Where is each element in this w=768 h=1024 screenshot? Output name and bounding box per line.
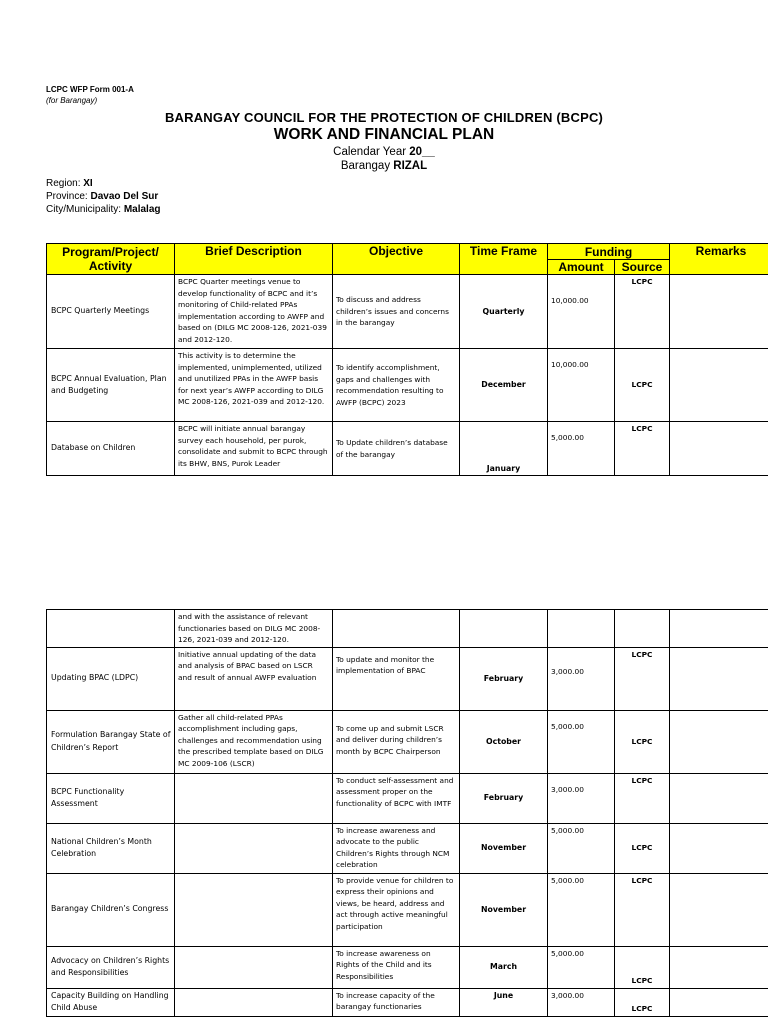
header-funding: Funding bbox=[548, 244, 670, 260]
objective-cell: To increase awareness on Rights of the Child and its Responsibilities bbox=[333, 946, 460, 988]
program-cell: BCPC Functionality Assessment bbox=[47, 773, 175, 823]
time-frame-cell bbox=[460, 610, 548, 648]
table-row bbox=[47, 946, 768, 988]
table-row bbox=[47, 823, 768, 873]
table-row bbox=[47, 647, 768, 710]
amount-cell: 3,000.00 bbox=[548, 988, 615, 1016]
form-id: LCPC WFP Form 001-A bbox=[46, 85, 134, 94]
remarks-cell bbox=[670, 773, 768, 823]
amount-cell: 5,000.00 bbox=[548, 710, 615, 773]
table-row bbox=[47, 873, 768, 946]
program-cell: Updating BPAC (LDPC) bbox=[47, 647, 175, 710]
objective-cell: To increase awareness and advocate to the public Children’s Rights through NCM celebration bbox=[333, 823, 460, 873]
header-remarks: Remarks bbox=[670, 244, 768, 275]
program-cell: Barangay Children’s Congress bbox=[47, 873, 175, 946]
table-row bbox=[47, 773, 768, 823]
remarks-cell bbox=[670, 988, 768, 1016]
city-line: City/Municipality: Malalag bbox=[46, 204, 161, 215]
objective-cell: To Update children’s database of the barangay bbox=[333, 422, 460, 476]
amount-cell: 3,000.00 bbox=[548, 647, 615, 710]
remarks-cell bbox=[670, 349, 768, 422]
time-frame-cell: June bbox=[460, 988, 548, 1016]
remarks-cell bbox=[670, 823, 768, 873]
description-cell bbox=[175, 988, 333, 1016]
province-value: Davao Del Sur bbox=[90, 191, 159, 202]
description-cell bbox=[175, 946, 333, 988]
objective-cell: To discuss and address children’s issues and concerns in the barangay bbox=[333, 275, 460, 349]
time-frame-cell: October bbox=[460, 710, 548, 773]
source-cell bbox=[615, 610, 670, 648]
description-cell: and with the assistance of relevant functionaries based on DILG MC 2008-126, 2021-039 and 2012-120. bbox=[175, 610, 333, 648]
time-frame-cell: January bbox=[460, 422, 548, 476]
amount-cell: 5,000.00 bbox=[548, 946, 615, 988]
objective-cell bbox=[333, 610, 460, 648]
source-cell: LCPC bbox=[615, 988, 670, 1016]
header-description: Brief Description bbox=[175, 244, 333, 275]
program-cell: Capacity Building on Handling Child Abuse bbox=[47, 988, 175, 1016]
table-row bbox=[47, 610, 768, 648]
time-frame-cell: February bbox=[460, 647, 548, 710]
program-cell: Formulation Barangay State of Children’s Report bbox=[47, 710, 175, 773]
description-cell: Gather all child-related PPAs accomplishment including gaps, challenges and recommendation using the prescribed template based on DILG MC 2009-106 (LSCR) bbox=[175, 710, 333, 773]
province-line: Province: Davao Del Sur bbox=[46, 191, 159, 202]
amount-cell: 5,000.00 bbox=[548, 873, 615, 946]
table-row bbox=[47, 422, 768, 476]
amount-cell bbox=[548, 610, 615, 648]
program-cell: Advocacy on Children’s Rights and Responsibilities bbox=[47, 946, 175, 988]
header-amount: Amount bbox=[548, 260, 615, 275]
region-value: XI bbox=[83, 178, 93, 189]
calendar-year-value: 20__ bbox=[409, 146, 435, 158]
source-cell: LCPC bbox=[615, 773, 670, 823]
program-cell: Database on Children bbox=[47, 422, 175, 476]
amount-cell: 10,000.00 bbox=[548, 275, 615, 349]
source-cell: LCPC bbox=[615, 823, 670, 873]
description-cell bbox=[175, 873, 333, 946]
objective-cell: To come up and submit LSCR and deliver during children’s month by BCPC Chairperson bbox=[333, 710, 460, 773]
table-row bbox=[47, 710, 768, 773]
objective-cell: To identify accomplishment, gaps and challenges with recommendation resulting to AWFP (BCPC) 2023 bbox=[333, 349, 460, 422]
source-cell: LCPC bbox=[615, 710, 670, 773]
remarks-cell bbox=[670, 275, 768, 349]
remarks-cell bbox=[670, 710, 768, 773]
header-time-frame: Time Frame bbox=[460, 244, 548, 275]
time-frame-cell: November bbox=[460, 873, 548, 946]
document-title: BARANGAY COUNCIL FOR THE PROTECTION OF CHILDREN (BCPC) bbox=[164, 110, 604, 125]
amount-cell: 10,000.00 bbox=[548, 349, 615, 422]
description-cell: BCPC Quarter meetings venue to develop functionality of BCPC and it’s monitoring of Child-related PPAs implementation according to AWFP and based on (DILG MC 2008-126, 2021-039 and 2012-120. bbox=[175, 275, 333, 349]
table-row bbox=[47, 349, 768, 422]
program-cell: National Children’s Month Celebration bbox=[47, 823, 175, 873]
work-plan-table bbox=[46, 243, 768, 476]
header-source: Source bbox=[615, 260, 670, 275]
work-plan-table-continued bbox=[46, 609, 768, 1017]
source-cell: LCPC bbox=[615, 946, 670, 988]
source-cell: LCPC bbox=[615, 349, 670, 422]
source-cell: LCPC bbox=[615, 422, 670, 476]
city-value: Malalag bbox=[123, 204, 161, 215]
document-subtitle: WORK AND FINANCIAL PLAN bbox=[273, 126, 495, 143]
objective-cell: To conduct self-assessment and assessment proper on the functionality of BCPC with IMTF bbox=[333, 773, 460, 823]
program-cell: BCPC Quarterly Meetings bbox=[47, 275, 175, 349]
time-frame-cell: Quarterly bbox=[460, 275, 548, 349]
amount-cell: 5,000.00 bbox=[548, 823, 615, 873]
time-frame-cell: March bbox=[460, 946, 548, 988]
source-cell: LCPC bbox=[615, 873, 670, 946]
objective-cell: To update and monitor the implementation of BPAC bbox=[333, 647, 460, 710]
time-frame-cell: February bbox=[460, 773, 548, 823]
remarks-cell bbox=[670, 873, 768, 946]
source-cell: LCPC bbox=[615, 647, 670, 710]
header-program: Program/Project/ Activity bbox=[47, 244, 175, 275]
amount-cell: 3,000.00 bbox=[548, 773, 615, 823]
time-frame-cell: December bbox=[460, 349, 548, 422]
region-line: Region: XI bbox=[46, 178, 93, 189]
time-frame-cell: November bbox=[460, 823, 548, 873]
objective-cell: To increase capacity of the barangay functionaries bbox=[333, 988, 460, 1016]
header-objective: Objective bbox=[333, 244, 460, 275]
program-cell bbox=[47, 610, 175, 648]
remarks-cell bbox=[670, 647, 768, 710]
description-cell bbox=[175, 823, 333, 873]
table-row bbox=[47, 275, 768, 349]
description-cell bbox=[175, 773, 333, 823]
source-cell: LCPC bbox=[615, 275, 670, 349]
amount-cell: 5,000.00 bbox=[548, 422, 615, 476]
description-cell: Initiative annual updating of the data and analysis of BPAC based on LSCR and result of annual AWFP evaluation bbox=[175, 647, 333, 710]
barangay-name: Barangay RIZAL bbox=[340, 160, 428, 172]
barangay-value: RIZAL bbox=[393, 160, 428, 172]
remarks-cell bbox=[670, 610, 768, 648]
program-cell: BCPC Annual Evaluation, Plan and Budgeting bbox=[47, 349, 175, 422]
description-cell: BCPC will initiate annual barangay survey each household, per purok, consolidate and submit to BCPC through its BHW, BNS, Purok Leader bbox=[175, 422, 333, 476]
remarks-cell bbox=[670, 946, 768, 988]
calendar-year: Calendar Year 20__ bbox=[333, 146, 435, 158]
form-subtitle: (for Barangay) bbox=[46, 96, 98, 105]
remarks-cell bbox=[670, 422, 768, 476]
description-cell: This activity is to determine the implemented, unimplemented, utilized and unutilized PPAs in the AWFP basis for next year’s AWFP according to DILG MC 2008-126, 2021-039 and 2012-120. bbox=[175, 349, 333, 422]
table-row bbox=[47, 988, 768, 1016]
objective-cell: To provide venue for children to express their opinions and views, be heard, address and act through active meaningful participation bbox=[333, 873, 460, 946]
